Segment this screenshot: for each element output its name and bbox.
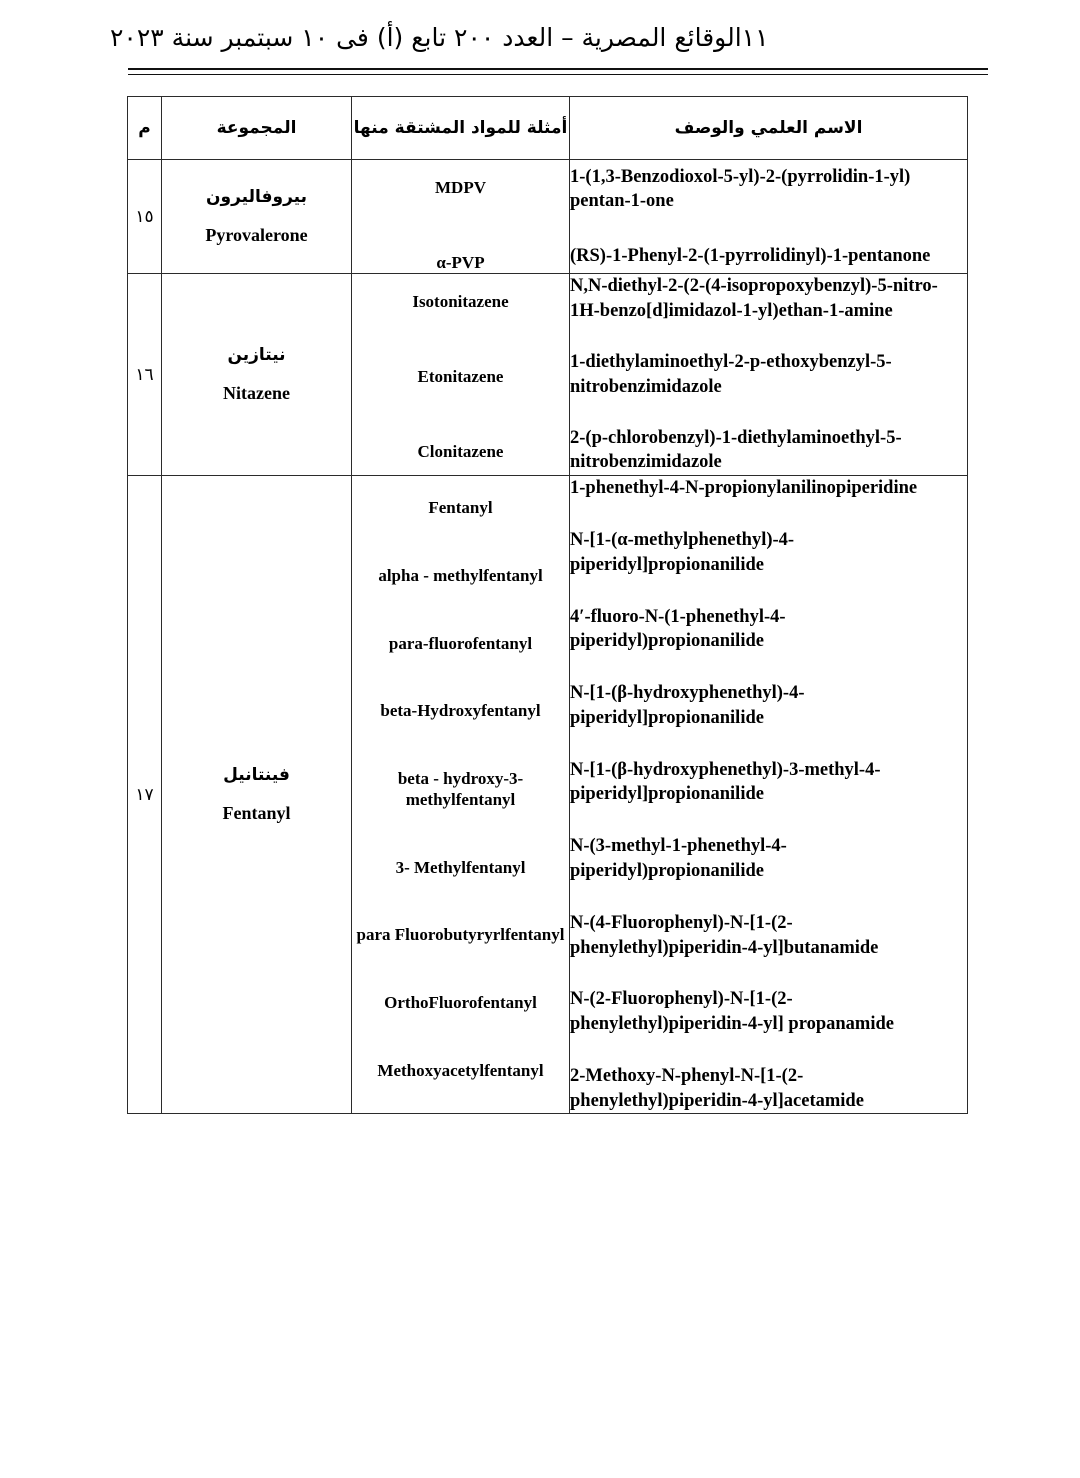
- page-header: [110, 14, 988, 60]
- example-item: Etonitazene: [417, 367, 504, 387]
- scientific-name-item: 1-(1,3-Benzodioxol-5-yl)-2-(pyrrolidin-1-yl) pentan-1-one: [570, 166, 911, 212]
- example-item: Isotonitazene: [412, 292, 509, 312]
- scientific-name-item: 1-diethylaminoethyl-2-p-ethoxybenzyl-5-nitrobenzimidazole: [570, 352, 892, 397]
- example-item: Fentanyl: [428, 498, 493, 518]
- scientific-name-item: N-(3-methyl-1-phenethyl-4-piperidyl)propionanilide: [570, 836, 787, 881]
- cell-examples: [352, 476, 570, 1114]
- scientific-name-item: N-[1-(α-methylphenethyl)-4-piperidyl]propionanilide: [570, 529, 795, 575]
- example-item: Methoxyacetylfentanyl: [377, 1060, 544, 1080]
- scientific-name-item: N,N-diethyl-2-(2-(4-isopropoxybenzyl)-5-nitro-1H-benzo[d]imidazol-1-yl)ethan-1-amine: [570, 276, 938, 322]
- cell-examples: [352, 274, 570, 476]
- group-name-arabic: فينتانيل: [223, 765, 290, 786]
- example-item: para Fluorobutyryrlfentanyl: [356, 925, 565, 945]
- group-name-english: Fentanyl: [222, 803, 291, 824]
- scientific-name-item: 2-(p-chlorobenzyl)-1-diethylaminoethyl-5-nitrobenzimidazole: [570, 427, 902, 473]
- column-header-scientific-name: الاسم العلمي والوصف: [570, 97, 968, 160]
- example-item: α-PVP: [436, 252, 485, 272]
- column-header-group: المجموعة: [162, 97, 352, 160]
- group-name-arabic: نيتازين: [227, 345, 286, 366]
- scientific-name-item: 2-Methoxy-N-phenyl-N-[1-(2-phenylethyl)piperidin-4-yl]acetamide: [570, 1065, 864, 1111]
- example-item: alpha - methylfentanyl: [378, 565, 543, 585]
- scientific-name-item: 1-phenethyl-4-N-propionylanilinopiperidine: [570, 478, 918, 499]
- page-number: ١١: [741, 22, 769, 52]
- table-row: [128, 274, 968, 476]
- group-name-arabic: بيروفاليرون: [206, 187, 307, 208]
- cell-row-number: ١٦: [128, 274, 162, 476]
- scientific-name-item: N-[1-(β-hydroxyphenethyl)-3-methyl-4-piperidyl]propionanilide: [570, 759, 881, 805]
- example-item: 3- Methylfentanyl: [395, 857, 526, 877]
- header-divider-rule: [128, 68, 988, 75]
- example-item: para-fluorofentanyl: [388, 633, 533, 653]
- cell-group: [162, 274, 352, 476]
- gazette-header-title: الوقائع المصرية – العدد ٢٠٠ تابع (أ) فى ١٠ سبتمبر سنة ٢٠٢٣: [110, 22, 742, 52]
- table-row: [128, 476, 968, 1114]
- example-item: beta - hydroxy-3- methylfentanyl: [397, 769, 524, 809]
- cell-scientific-names: [570, 274, 968, 476]
- cell-row-number: ١٧: [128, 476, 162, 1114]
- scientific-name-item: N-[1-(β-hydroxyphenethyl)-4-piperidyl]propionanilide: [570, 683, 805, 728]
- scientific-name-item: N-(4-Fluorophenyl)-N-[1-(2-phenylethyl)piperidin-4-yl]butanamide: [570, 912, 879, 958]
- cell-row-number: ١٥: [128, 160, 162, 274]
- example-item: MDPV: [435, 178, 486, 197]
- group-name-english: Pyrovalerone: [205, 225, 308, 246]
- substances-table-container: [128, 96, 968, 1114]
- cell-group: [162, 160, 352, 274]
- example-item: OrthoFluorofentanyl: [384, 993, 537, 1013]
- example-item: beta-Hydroxyfentanyl: [380, 701, 541, 721]
- scientific-name-item: (RS)-1-Phenyl-2-(1-pyrrolidinyl)-1-pentanone: [570, 246, 931, 267]
- scientific-name-item: 4′-fluoro-N-(1-phenethyl-4-piperidyl)propionanilide: [570, 606, 786, 652]
- column-header-number: م: [128, 97, 162, 160]
- example-item: Clonitazene: [417, 441, 504, 461]
- cell-scientific-names: [570, 160, 968, 274]
- cell-group: [162, 476, 352, 1114]
- cell-scientific-names: [570, 476, 968, 1114]
- cell-examples: [352, 160, 570, 274]
- group-name-english: Nitazene: [223, 383, 290, 404]
- table-header-row: [128, 97, 968, 160]
- column-header-examples: أمثلة للمواد المشتقة منها: [352, 97, 570, 160]
- controlled-substances-table: [127, 96, 968, 1114]
- table-row: [128, 160, 968, 274]
- scientific-name-item: N-(2-Fluorophenyl)-N-[1-(2-phenylethyl)piperidin-4-yl] propanamide: [570, 989, 894, 1035]
